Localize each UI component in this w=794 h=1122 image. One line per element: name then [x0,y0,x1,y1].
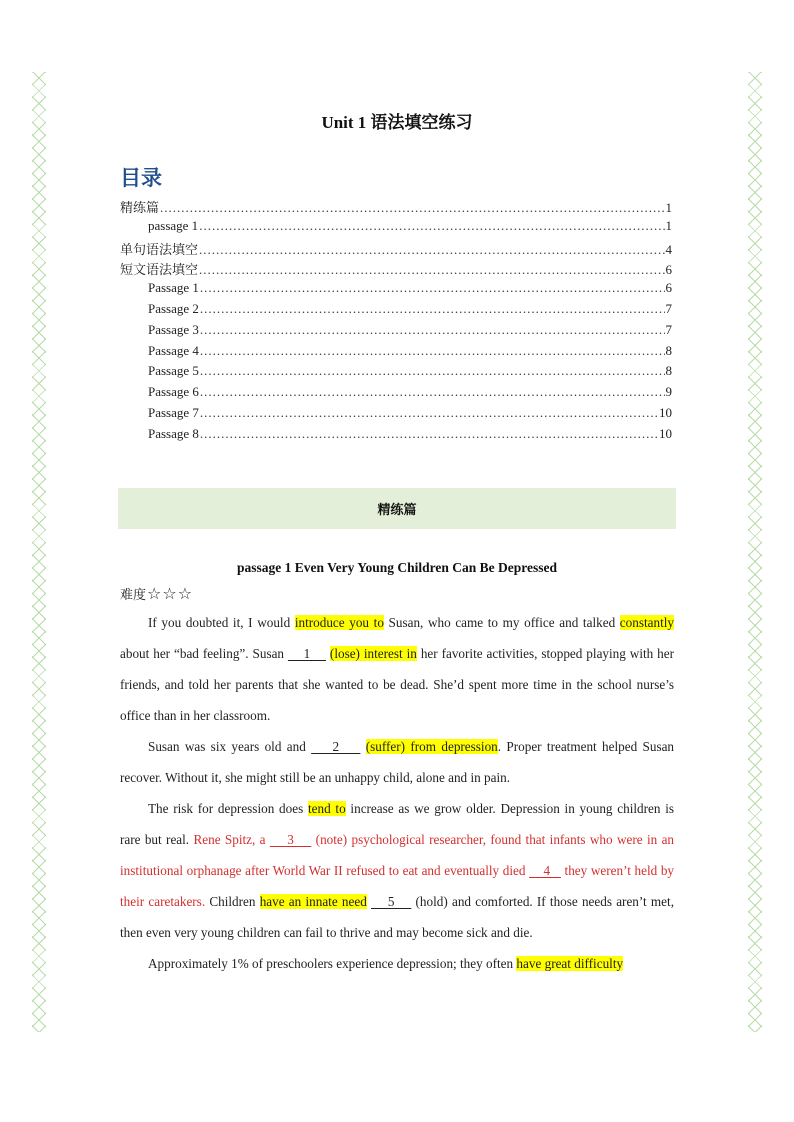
passage-body [120,607,674,979]
paragraph [120,948,674,979]
toc-entry-page: 10 [659,404,672,420]
decorative-border-left [32,72,46,1032]
toc-entry-label: Passage 8 [148,425,199,441]
star-icon: ☆☆☆ [147,584,194,603]
toc-entry-label: Passage 2 [148,300,199,316]
toc-leader-dots [200,405,658,421]
difficulty-rating [120,584,193,603]
toc-entry-label: 精练篇 [120,200,160,215]
text-run [360,739,365,754]
toc-heading: 目录 [120,166,162,190]
toc-entry-page: 8 [665,342,672,358]
toc-entry-page: 4 [665,241,672,257]
highlight: constantly [619,615,675,630]
text-run: The risk for depression does [148,801,308,816]
toc-entry[interactable] [120,363,672,384]
toc-entry[interactable] [120,280,672,301]
red-text: Rene Spitz, a [193,832,270,847]
section-header-band [118,488,676,529]
toc-entry-label: Passage 4 [148,342,199,358]
toc-leader-dots [160,200,664,216]
blank-4[interactable]: 4 [529,863,561,878]
text-run: about her “bad feeling”. Susan [120,646,288,661]
decorative-border-right [748,72,762,1032]
toc-entry-page: 1 [665,200,672,215]
toc-entry-label: Passage 3 [148,321,199,337]
highlight: (lose) interest in [329,646,417,661]
toc-entry-page: 6 [665,262,672,278]
highlight: have an innate need [259,894,367,909]
highlight: introduce you to [294,615,384,630]
toc-entry-label: Passage 6 [148,384,199,400]
toc-leader-dots [200,384,665,400]
document-title: Unit 1 语法填空练习 [321,113,473,132]
text-run: increase as we grow older. Depression in young children is rare but real. [120,801,675,847]
toc-entry-label: 单句语法填空 [120,241,199,257]
toc-leader-dots [199,242,664,258]
table-of-contents [120,197,672,447]
text-run: Susan, who came to my office and talked [383,615,620,630]
blank-1[interactable]: 1 [287,646,326,661]
toc-leader-dots [200,343,665,359]
toc-leader-dots [200,322,665,338]
toc-entry[interactable] [120,405,672,426]
paragraph [120,607,674,731]
toc-leader-dots [200,301,665,317]
toc-entry[interactable] [120,426,672,447]
toc-entry[interactable] [120,301,672,322]
passage-title: passage 1 Even Very Young Children Can Be Depressed [236,560,558,575]
toc-leader-dots [199,262,664,278]
red-text: (note) psychological researcher, found that infants who were in an institutional orphanage after World War II refused to eat and eventually died [120,832,675,878]
toc-entry-page: 7 [665,300,672,316]
toc-entry[interactable] [120,322,672,343]
blank-3[interactable]: 3 [269,832,312,847]
difficulty-label: 难度 [120,587,147,602]
toc-entry-page: 8 [665,363,672,379]
toc-entry-page: 1 [665,217,672,233]
toc-entry-label: Passage 1 [148,280,199,296]
toc-entry-page: 10 [659,425,672,441]
toc-entry-page: 6 [665,280,672,296]
text-run: Approximately 1% of preschoolers experience depression; they often [148,956,517,971]
highlight: (suffer) from depression [365,739,498,754]
toc-entry-label: Passage 5 [148,363,199,379]
toc-entry[interactable] [120,343,672,364]
paragraph [120,731,674,793]
text-run: (hold) and comforted. If those needs aren’t met, then even very young children can fail to thrive and may become sick and die. [120,894,674,940]
text-run: her favorite activities, stopped playing with her friends, and told her parents that she wanted to be dead. She’d spent more time in the school nurse’s office than in her classroom. [120,646,675,723]
text-run: If you doubted it, I would [148,615,295,630]
blank-2[interactable]: 2 [311,739,361,754]
toc-entry[interactable] [120,218,672,239]
red-text: they weren’t held by their caretakers. [120,863,675,909]
text-run: . Proper treatment helped Susan recover. Without it, she might still be an unhappy child, alone and in pain. [120,739,675,785]
toc-leader-dots [200,426,658,442]
toc-leader-dots [200,280,665,296]
toc-entry-label: passage 1 [148,217,199,233]
blank-5[interactable]: 5 [371,894,412,909]
paragraph [120,793,674,948]
toc-entry[interactable] [120,259,672,280]
toc-entry[interactable] [120,239,672,260]
text-run: Children [205,894,260,909]
toc-entry-label: 短文语法填空 [120,262,199,278]
toc-entry-label: Passage 7 [148,404,199,420]
highlight: have great difficulty [516,956,624,971]
toc-leader-dots [199,218,664,234]
toc-leader-dots [200,363,665,379]
toc-entry[interactable] [120,384,672,405]
toc-entry-page: 9 [665,384,672,400]
section-header-label: 精练篇 [377,503,417,518]
toc-entry[interactable] [120,197,672,218]
highlight: tend to [307,801,346,816]
text-run: Susan was six years old and [148,739,312,754]
toc-entry-page: 7 [665,321,672,337]
